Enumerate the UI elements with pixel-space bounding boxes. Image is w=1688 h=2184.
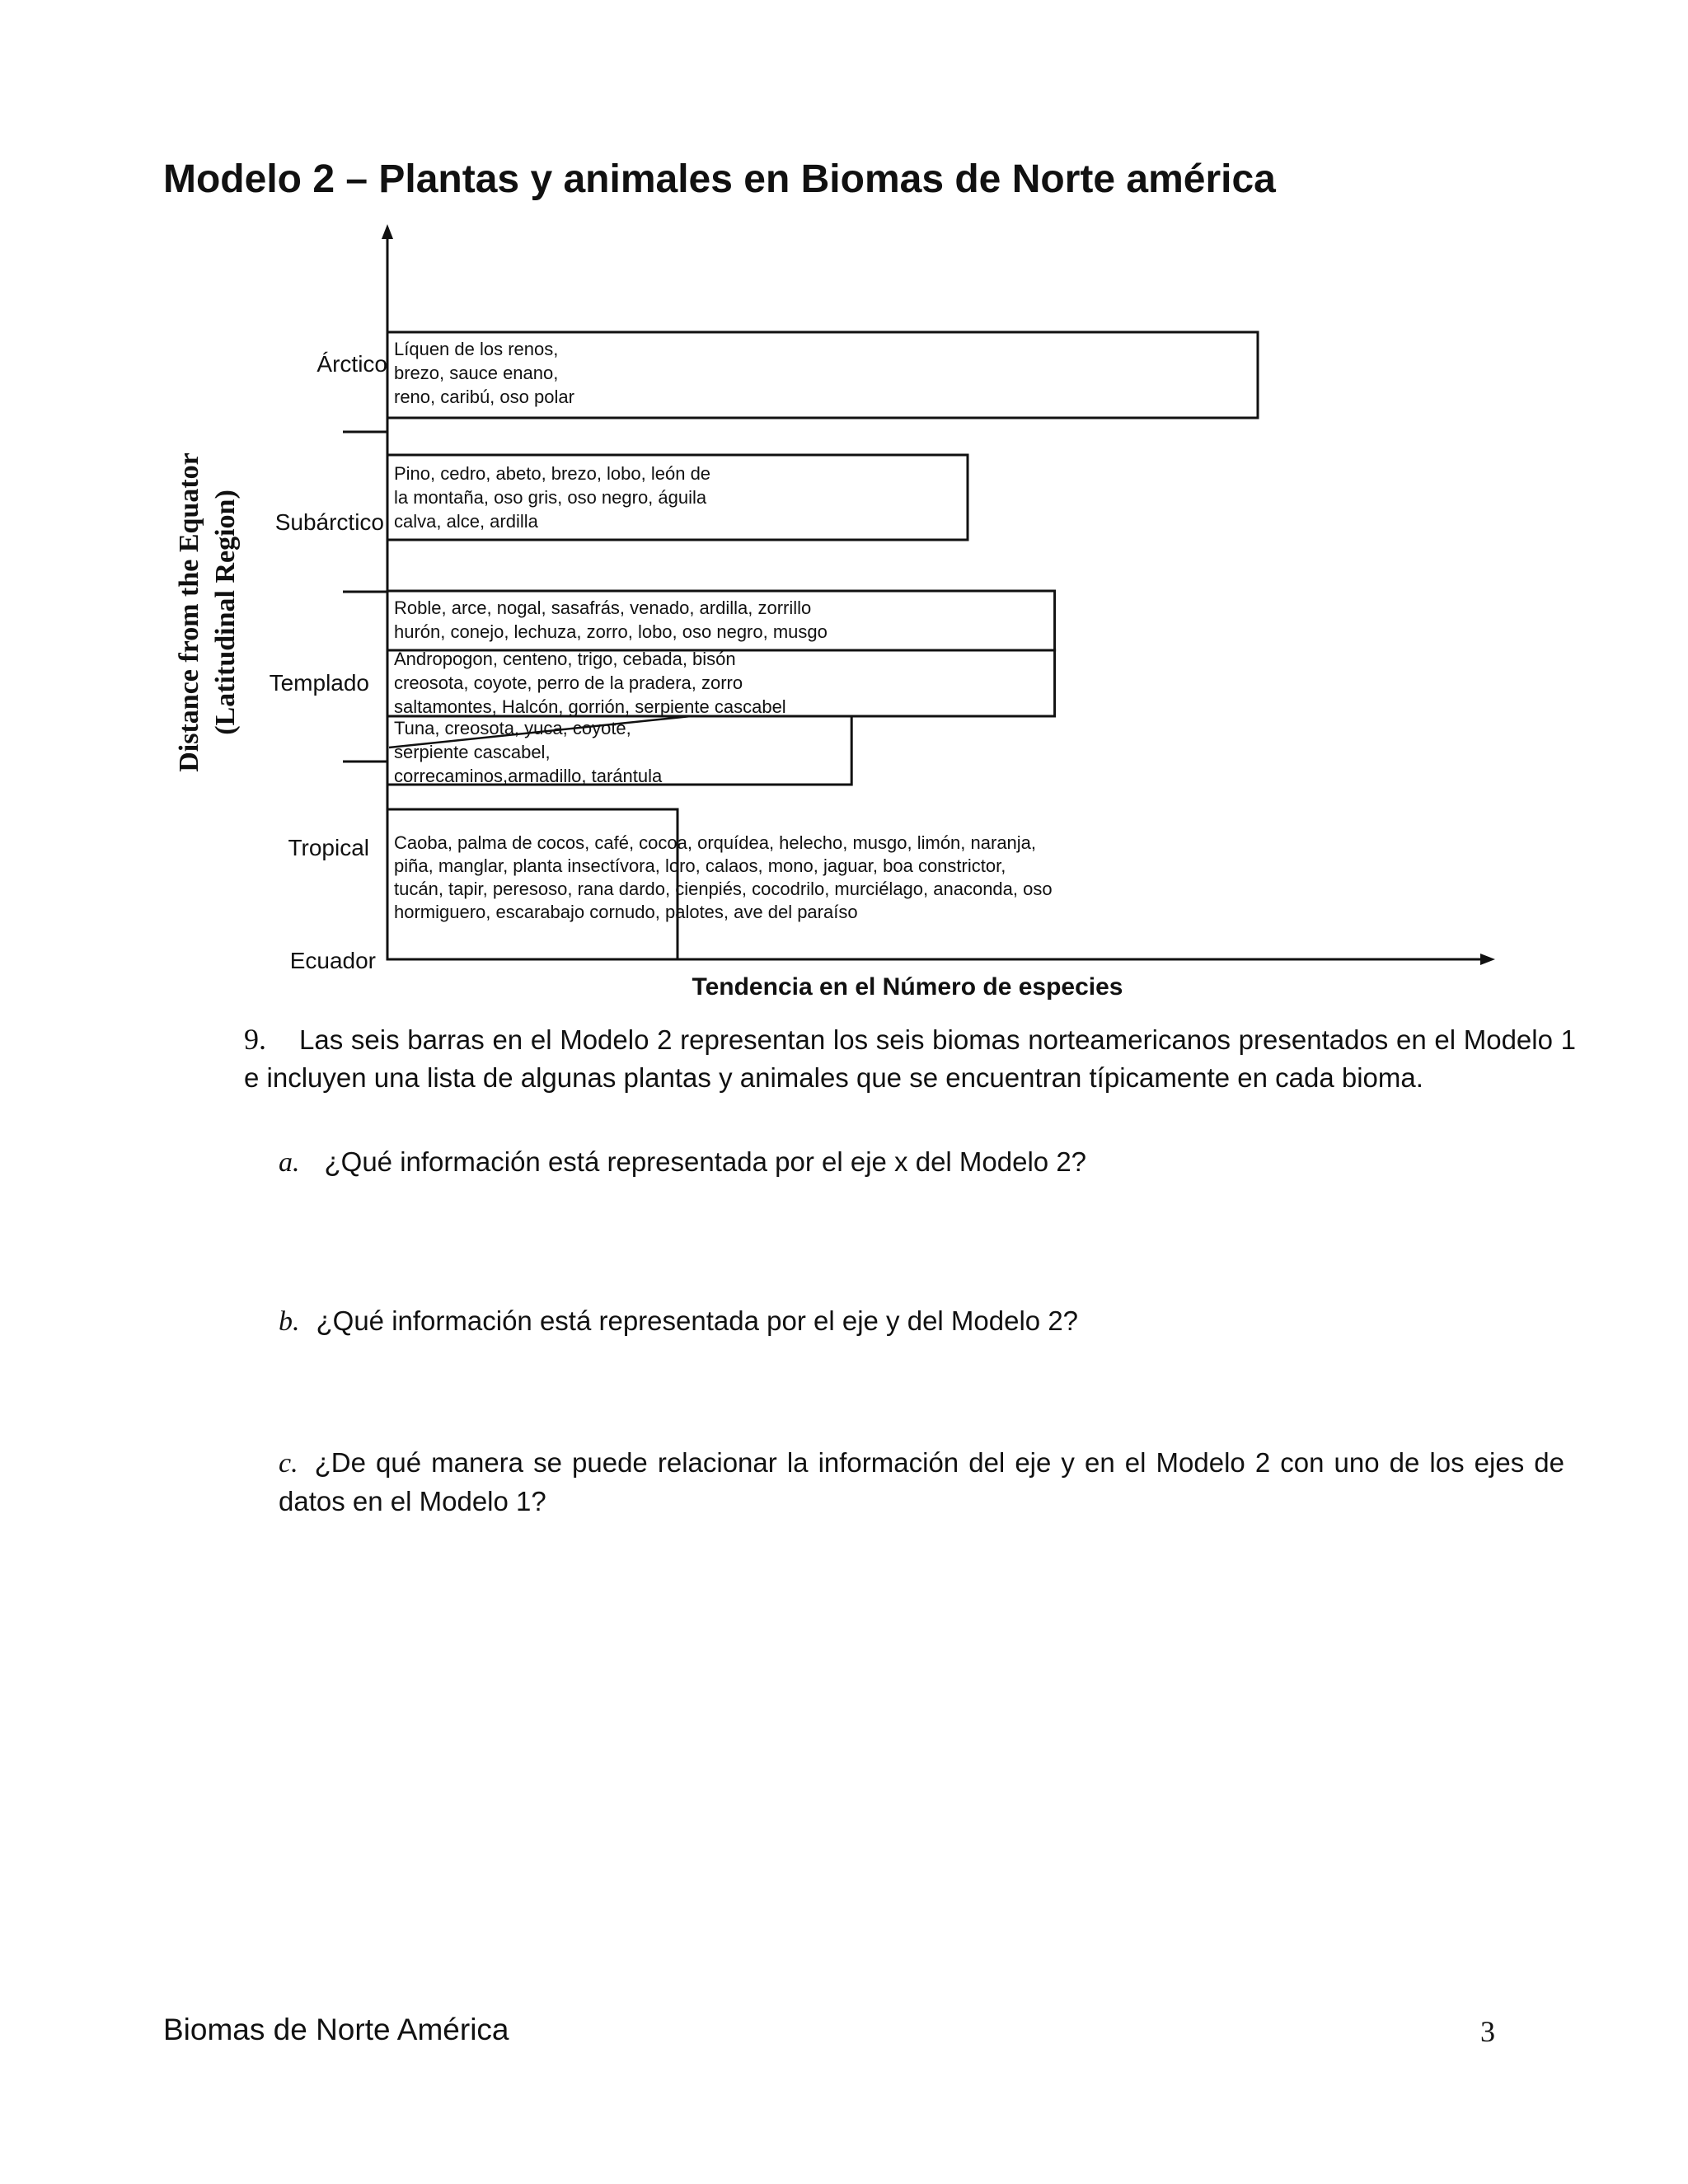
question-9 xyxy=(244,1020,1576,1097)
bar-label-line: Líquen de los renos, xyxy=(394,339,559,359)
question-c xyxy=(279,1444,1564,1521)
biome-chart xyxy=(0,0,1688,1014)
bar-label-line: reno, caribú, oso polar xyxy=(394,387,574,407)
page-number: 3 xyxy=(1480,2015,1495,2048)
question-b-text: ¿Qué información está representada por el eje y del Modelo 2? xyxy=(316,1305,1079,1336)
bar-label-line: hurón, conejo, lechuza, zorro, lobo, oso negro, musgo xyxy=(394,621,828,642)
y-tick-label: Tropical xyxy=(288,835,369,860)
y-tick-marks xyxy=(343,432,387,762)
bar-label-line: creosota, coyote, perro de la pradera, zorro xyxy=(394,673,743,693)
y-axis-title xyxy=(174,452,241,772)
bar-label-line: Andropogon, centeno, trigo, cebada, bisón xyxy=(394,649,736,669)
bar-label-line: calva, alce, ardilla xyxy=(394,511,538,532)
question-b xyxy=(279,1302,1564,1341)
chart-axes xyxy=(382,224,1495,965)
bar-label-line: Roble, arce, nogal, sasafrás, venado, ardilla, zorrillo xyxy=(394,598,812,618)
question-a xyxy=(279,1143,1564,1182)
question-c-letter: c. xyxy=(279,1448,298,1479)
bar-label-line: Pino, cedro, abeto, brezo, lobo, león de xyxy=(394,463,711,484)
bar-label-line: saltamontes, Halcón, gorrión, serpiente cascabel xyxy=(394,696,786,717)
bar-label-line: Tuna, creosota, yuca, coyote, xyxy=(394,718,631,738)
bar-label-line: piña, manglar, planta insectívora, loro, calaos, mono, jaguar, boa constrictor, xyxy=(394,855,1006,876)
footer-title: Biomas de Norte América xyxy=(163,2013,509,2046)
question-a-text: ¿Qué información está representada por el eje x del Modelo 2? xyxy=(324,1146,1087,1177)
bar-label-line: hormiguero, escarabajo cornudo, palotes, ave del paraíso xyxy=(394,902,858,922)
y-axis-arrowhead xyxy=(382,224,393,239)
bar-label-line: Caoba, palma de cocos, café, cocoa, orquídea, helecho, musgo, limón, naranja, xyxy=(394,832,1037,853)
question-b-letter: b. xyxy=(279,1306,300,1337)
y-axis-title-line2: (Latitudinal Region) xyxy=(210,490,241,735)
bar-label-line: la montaña, oso gris, oso negro, águila xyxy=(394,487,707,508)
question-c-text: ¿De qué manera se puede relacionar la información del eje y en el Modelo 2 con uno de los ejes de datos en el Modelo 1? xyxy=(279,1447,1564,1516)
x-axis-arrowhead xyxy=(1480,954,1495,965)
question-9-text: Las seis barras en el Modelo 2 representan los seis biomas norteamericanos presentados en el Modelo 1 e incluyen una lista de algunas plantas y animales que se encuentran típicamente en cada bioma. xyxy=(244,1024,1576,1093)
bar-label-line: serpiente cascabel, xyxy=(394,742,551,762)
y-tick-label: Árctico xyxy=(316,351,387,377)
x-axis-label: Tendencia en el Número de especies xyxy=(692,973,1123,1001)
y-tick-label: Templado xyxy=(269,670,369,696)
y-tick-label: Subárctico xyxy=(274,509,384,535)
y-tick-label: Ecuador xyxy=(289,948,376,973)
question-9-number: 9. xyxy=(244,1023,266,1056)
y-tick-labels xyxy=(270,351,387,973)
y-axis-title-line1: Distance from the Equator xyxy=(174,452,204,772)
question-a-letter: a. xyxy=(279,1147,300,1178)
bar-label-line: correcaminos,armadillo, tarántula xyxy=(394,766,663,786)
page-title: Modelo 2 – Plantas y animales en Biomas de Norte américa xyxy=(163,157,1276,201)
bar-label-line: tucán, tapir, peresoso, rana dardo, cienpiés, cocodrilo, murciélago, anaconda, oso xyxy=(394,879,1053,899)
bar-label-line: brezo, sauce enano, xyxy=(394,363,559,383)
bars xyxy=(387,332,1258,959)
